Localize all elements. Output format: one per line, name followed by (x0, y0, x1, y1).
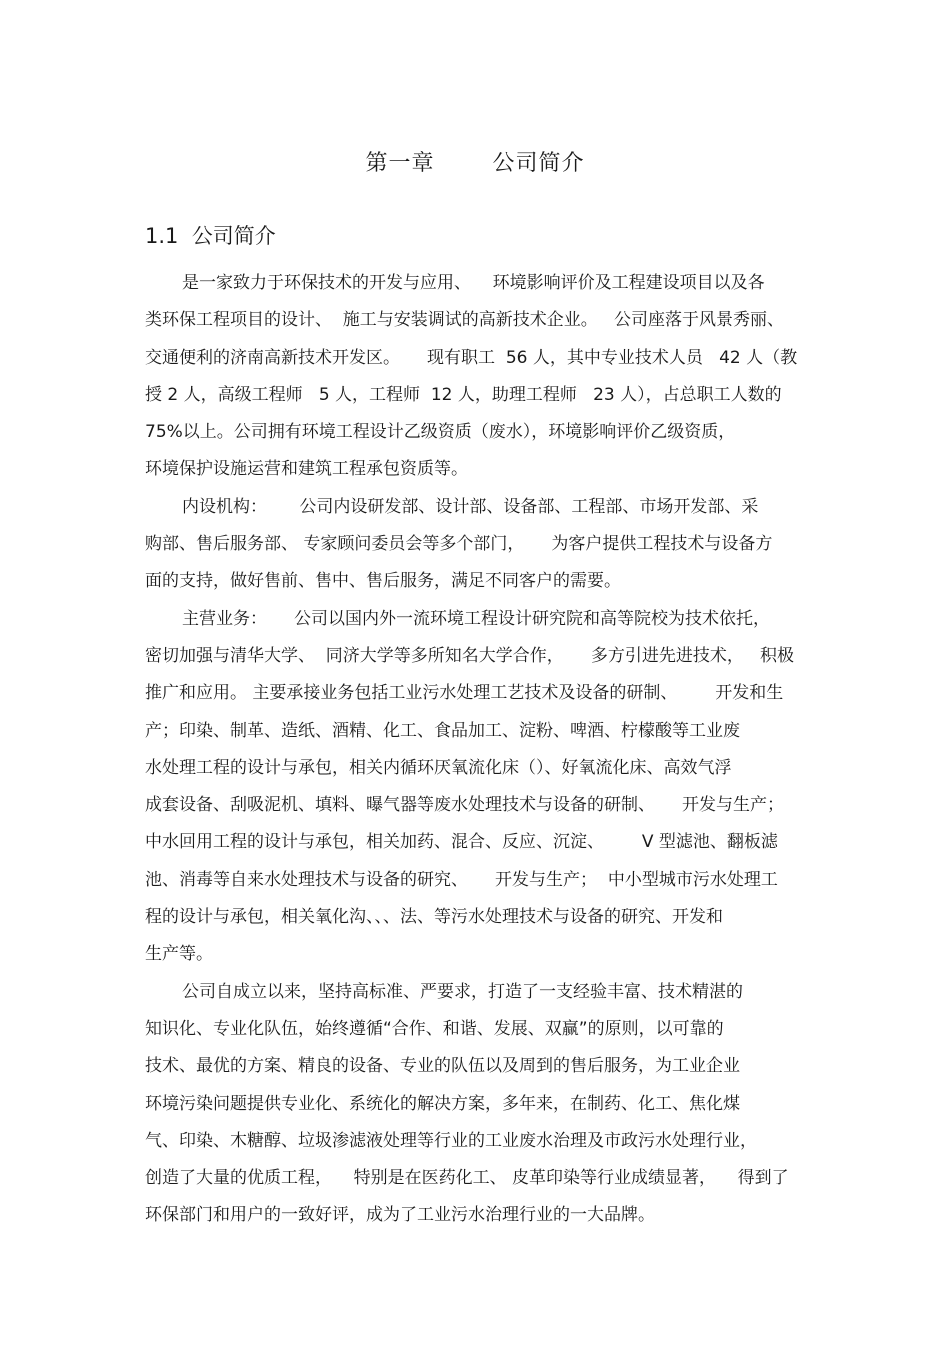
paragraph-line: 创造了大量的优质工程， 特别是在医药化工、 皮革印染等行业成绩显著， 得到了 (145, 1168, 789, 1189)
paragraph-line: 中水回用工程的设计与承包，相关加药、混合、反应、沉淀、 V 型滤池、翻板滤 (145, 832, 778, 853)
paragraph (145, 265, 815, 489)
paragraph-line: 密切加强与清华大学、 同济大学等多所知名大学合作， 多方引进先进技术， 积极 (145, 645, 795, 666)
paragraph-line: 类环保工程项目的设计、 施工与安装调试的高新技术企业。 公司座落于风景秀丽、 (145, 310, 785, 331)
paragraph-line: 主营业务： 公司以国内外一流环境工程设计研究院和高等院校为技术依托， (182, 608, 771, 629)
paragraph-line: 池、消毒等自来水处理技术与设备的研究、 开发与生产； 中小型城市污水处理工 (145, 869, 778, 890)
section-title: 1.1 公司简介 (145, 224, 276, 248)
paragraph (145, 489, 815, 601)
paragraph-line: 75%以上。公司拥有环境工程设计乙级资质（废水），环境影响评价乙级资质， (145, 422, 736, 443)
paragraph-line: 交通便利的济南高新技术开发区。 现有职工 56 人，其中专业技术人员 42 人（教 (145, 347, 798, 368)
paragraph-line: 环境保护设施运营和建筑工程承包资质等。 (145, 459, 468, 480)
paragraph-line: 环境污染问题提供专业化、系统化的解决方案，多年来，在制药、化工、焦化煤 (145, 1093, 740, 1114)
paragraph-line: 水处理工程的设计与承包，相关内循环厌氧流化床（）、好氧流化床、高效气浮 (145, 757, 732, 778)
chapter-number: 第一章 (365, 151, 435, 176)
paragraph-line: 授 2 人，高级工程师 5 人，工程师 12 人，助理工程师 23 人），占总职工人数的 (145, 384, 782, 405)
paragraph-line: 技术、最优的方案、精良的设备、专业的队伍以及周到的售后服务，为工业企业 (145, 1056, 740, 1077)
paragraph-line: 推广和应用。 主要承接业务包括工业污水处理工艺技术及设备的研制、 开发和生 (145, 683, 784, 704)
paragraph-line: 公司自成立以来，坚持高标准、严要求，打造了一支经验丰富、技术精湛的 (182, 981, 743, 1002)
paragraph (145, 974, 815, 1235)
paragraph-line: 成套设备、刮吸泥机、填料、曝气器等废水处理技术与设备的研制、 开发与生产； (145, 795, 785, 816)
chapter-name: 公司简介 (492, 151, 585, 176)
paragraph-line: 环保部门和用户的一致好评，成为了工业污水治理行业的一大品牌。 (145, 1205, 655, 1226)
chapter-title (0, 146, 950, 177)
paragraph-line: 生产等。 (145, 944, 213, 965)
paragraph-line: 产；印染、制革、造纸、酒精、化工、食品加工、淀粉、啤酒、柠檬酸等工业废 (145, 720, 740, 741)
paragraph-line: 面的支持，做好售前、售中、售后服务，满足不同客户的需要。 (145, 571, 621, 592)
paragraph-line: 知识化、专业化队伍，始终遵循“合作、和谐、发展、双赢”的原则，以可靠的 (145, 1018, 724, 1039)
paragraph-line: 是一家致力于环保技术的开发与应用、 环境影响评价及工程建设项目以及各 (182, 273, 765, 293)
paragraph-line: 程的设计与承包，相关氧化沟、、、法、等污水处理技术与设备的研究、开发和 (145, 907, 723, 928)
paragraph (145, 601, 815, 974)
paragraph-line: 气、印染、木糖醇、垃圾渗滤液处理等行业的工业废水治理及市政污水处理行业， (145, 1130, 757, 1151)
paragraph-line: 内设机构： 公司内设研发部、设计部、设备部、工程部、市场开发部、采 (182, 496, 759, 517)
paragraph-line: 购部、售后服务部、 专家顾问委员会等多个部门， 为客户提供工程技术与设备方 (145, 534, 773, 555)
document-body (145, 265, 815, 1235)
